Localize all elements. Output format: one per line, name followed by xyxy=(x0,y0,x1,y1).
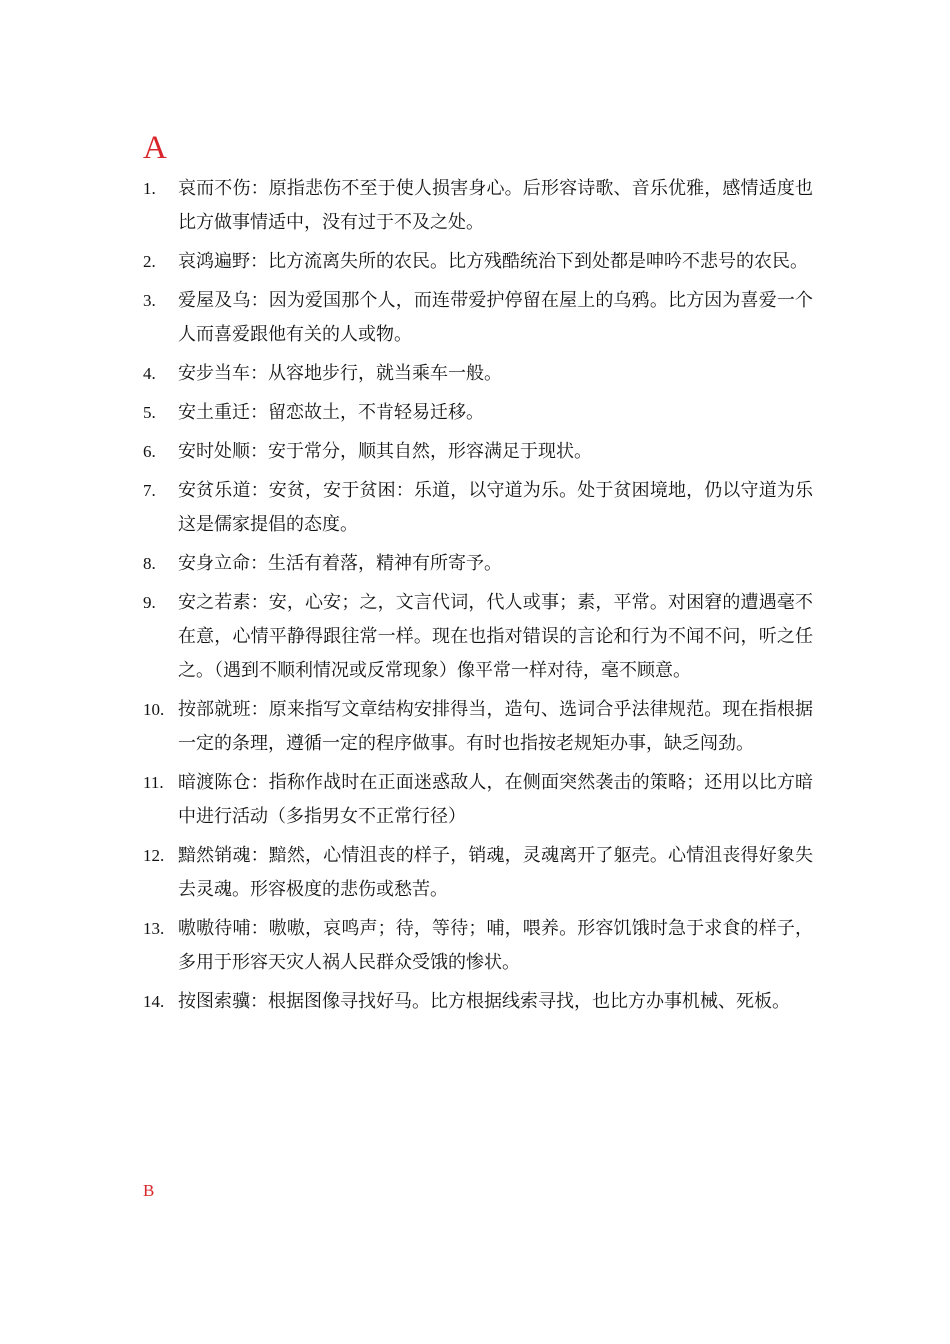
item-text: 哀而不伤：原指悲伤不至于使人损害身心。后形容诗歌、音乐优雅，感情适度也比方做事情适中，没有过于不及之处。 xyxy=(178,178,813,233)
item-text: 嗷嗷待哺：嗷嗷，哀鸣声；待，等待；哺，喂养。形容饥饿时急于求食的样子，多用于形容天灾人祸人民群众受饿的惨状。 xyxy=(178,918,813,973)
item-number: 10. xyxy=(143,700,165,719)
item-text: 安贫乐道：安贫，安于贫困：乐道，以守道为乐。处于贫困境地，仍以守道为乐这是儒家提倡的态度。 xyxy=(178,480,813,535)
list-item xyxy=(143,839,813,907)
section-heading-a: A xyxy=(143,130,167,166)
item-number: 4. xyxy=(143,364,156,383)
item-text: 按图索骥：根据图像寻找好马。比方根据线索寻找，也比方办事机械、死板。 xyxy=(178,991,790,1012)
list-item xyxy=(143,693,813,761)
list-item xyxy=(143,766,813,834)
list-item xyxy=(143,284,813,352)
item-text: 黯然销魂：黯然，心情沮丧的样子，销魂，灵魂离开了躯壳。心情沮丧得好象失去灵魂。形容极度的悲伤或愁苦。 xyxy=(178,845,813,900)
section-heading-b: B xyxy=(143,1181,155,1200)
list-item xyxy=(143,172,813,240)
item-text: 安土重迁：留恋故土，不肯轻易迁移。 xyxy=(178,402,484,423)
list-item xyxy=(143,912,813,980)
item-text: 安时处顺：安于常分，顺其自然，形容满足于现状。 xyxy=(178,441,592,462)
item-number: 9. xyxy=(143,593,156,612)
item-text: 按部就班：原来指写文章结构安排得当，造句、选词合乎法律规范。现在指根据一定的条理，遵循一定的程序做事。有时也指按老规矩办事，缺乏闯劲。 xyxy=(178,699,813,754)
item-number: 12. xyxy=(143,846,165,865)
item-number: 11. xyxy=(143,773,164,792)
item-text: 哀鸿遍野：比方流离失所的农民。比方残酷统治下到处都是呻吟不悲号的农民。 xyxy=(178,251,808,272)
item-number: 8. xyxy=(143,554,156,573)
list-item xyxy=(143,586,813,688)
item-number: 3. xyxy=(143,291,156,310)
list-item xyxy=(143,547,813,581)
item-number: 1. xyxy=(143,179,156,198)
item-text: 安身立命：生活有着落，精神有所寄予。 xyxy=(178,553,502,574)
list-item xyxy=(143,474,813,542)
item-number: 7. xyxy=(143,481,156,500)
list-item xyxy=(143,357,813,391)
item-text: 安之若素：安，心安；之，文言代词，代人或事；素，平常。对困窘的遭遇毫不在意，心情平静得跟往常一样。现在也指对错误的言论和行为不闻不问，听之任之。（遇到不顺利情况或反常现象）像平常一样对待，毫不顾意。 xyxy=(178,592,813,681)
item-number: 5. xyxy=(143,403,156,422)
item-number: 6. xyxy=(143,442,156,461)
list-item xyxy=(143,396,813,430)
item-number: 14. xyxy=(143,992,165,1011)
item-text: 安步当车：从容地步行，就当乘车一般。 xyxy=(178,363,502,384)
item-number: 2. xyxy=(143,252,156,271)
list-item xyxy=(143,435,813,469)
item-number: 13. xyxy=(143,919,165,938)
item-text: 爱屋及乌：因为爱国那个人，而连带爱护停留在屋上的乌鸦。比方因为喜爱一个人而喜爱跟他有关的人或物。 xyxy=(178,290,813,345)
item-text: 暗渡陈仓：指称作战时在正面迷惑敌人，在侧面突然袭击的策略；还用以比方暗中进行活动（多指男女不正常行径） xyxy=(178,772,813,827)
list-item xyxy=(143,245,813,279)
idiom-list xyxy=(143,172,813,1024)
list-item xyxy=(143,985,813,1019)
